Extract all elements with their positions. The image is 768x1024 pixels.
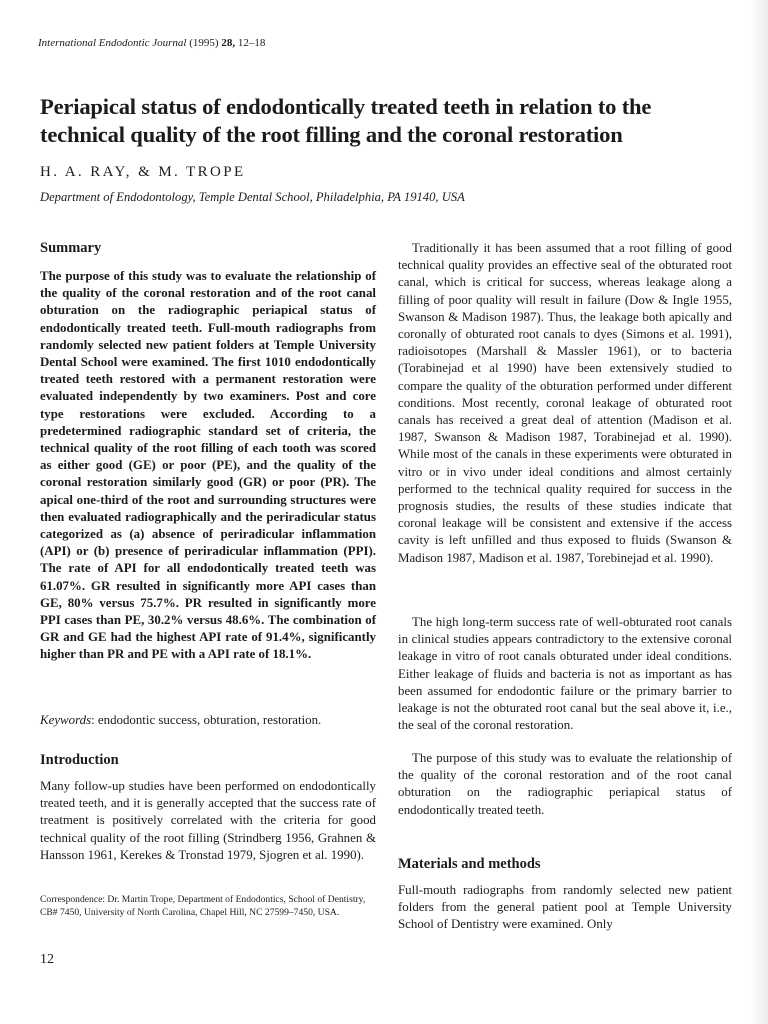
page-edge-shadow xyxy=(750,0,768,1024)
page-number: 12 xyxy=(40,952,54,967)
introduction-paragraph-4: The purpose of this study was to evaluate the relationship of the quality of the coronal restoration and of the root canal obturation on the radiographic periapical status of endodontically treated teeth. xyxy=(398,751,732,817)
introduction-paragraph-3: The high long-term success rate of well-obturated root canals in clinical studies appears contradictory to the extensive coronal leakage in vitro of root canals obturated under ideal conditions. Either leakage of fluids and bacteria is not as important as has been assumed for endodontic failure or the primary barrier to leakage is not the obturated root canal but the seal above it, i.e., the seal of the coronal restoration. xyxy=(398,615,732,733)
affiliation: Department of Endodontology, Temple Dental School, Philadelphia, PA 19140, USA xyxy=(40,190,465,204)
summary-heading: Summary xyxy=(40,240,102,256)
introduction-paragraph-2: Traditionally it has been assumed that a root filling of good technical quality provides an effective seal of the obturated root canal, which is critical for success, whereas leakage along a filling of poor quality will result in failure (Dow & Ingle 1955, Swanson & Madison 1987). Thus, the leakage both apically and coronally of obturated root canals to dyes (Simons et al. 1991), radioisotopes (Marshall & Massler 1961), or to bacteria (Torabinejad et al 1990) have been extensively studied to compare the quality of the obturation performed under different conditions. Most recently, coronal leakage of obturated root canals has received a great deal of attention (Madison et al. 1987, Swanson & Madison 1987, Torabinejad et al. 1990). While most of the canals in these experiments were obturated in vitro or in vivo under ideal conditions and almost certainly performed to the technical quality required for success in the prognosis studies, the results of these studies indicate that coronal leakage will be consistent and extensive if the access cavity is left unfilled and thus exposed to fluids (Swanson & Madison 1987, Madison et al. 1987, Torebinejad et al. 1990). xyxy=(398,241,732,565)
introduction-heading: Introduction xyxy=(40,752,119,768)
authors: H. A. RAY, & M. TROPE xyxy=(40,164,246,180)
keywords-label: Keywords xyxy=(40,713,92,727)
keywords xyxy=(40,712,376,729)
correspondence-footnote: Correspondence: Dr. Martin Trope, Department of Endodontics, School of Dentistry, CB# 7450, University of North Carolina, Chapel Hill, NC 27599–7450, USA. xyxy=(40,894,366,919)
running-head xyxy=(38,37,265,49)
methods-paragraph-1: Full-mouth radiographs from randomly selected new patient folders from the general patient pool at Temple University School of Dentistry were examined. Only xyxy=(398,883,732,932)
journal-name: International Endodontic Journal xyxy=(38,37,187,49)
keywords-list: : endodontic success, obturation, restoration. xyxy=(91,713,322,727)
article-title: Periapical status of endodontically treated teeth in relation to the technical quality of the root filling and the coronal restoration xyxy=(40,94,652,147)
introduction-paragraph-1: Many follow-up studies have been performed on endodontically treated teeth, and it is generally accepted that the success rate of treatment is positively correlated with the criteria for good technical quality of the root filling (Strindberg 1956, Grahnen & Hansson 1961, Kerekes & Tronstad 1979, Sjogren et al. 1990). xyxy=(40,779,376,862)
summary-text: The purpose of this study was to evaluate the relationship of the quality of the coronal restoration and of the root canal obturation on the radiographic periapical status of endodontically treated teeth. Full-mouth radiographs from randomly selected new patient folders at Temple University Dental School were examined. The first 1010 endodontically treated teeth restored with a permanent restoration were evaluated independently by two examiners. Post and core type restorations were excluded. According to a predetermined radiographic standard set of criteria, the technical quality of the root filling of each tooth was scored as either good (GE) or poor (PE), and the quality of the coronal restoration similarly good (GR) or poor (PR). The apical one-third of the root and surrounding structures were then evaluated radiographically and the periradicular status categorized as (a) absence of periradicular inflammation (API) or (b) presence of periradicular inflammation (PPI). The rate of API for all endodontically treated teeth was 61.07%. GR resulted in significantly more API cases than GE, 80% versus 75.7%. PR resulted in significantly more PPI cases than PE, 30.2% versus 48.6%. The combination of GR and GE had the highest API rate of 91.4%, significantly higher than PR and PE with a API rate of 18.1%. xyxy=(40,269,376,662)
journal-volume: 28, xyxy=(221,37,236,49)
journal-pages: 12–18 xyxy=(237,37,266,49)
methods-heading: Materials and methods xyxy=(398,856,541,872)
journal-year: (1995) xyxy=(189,37,219,49)
